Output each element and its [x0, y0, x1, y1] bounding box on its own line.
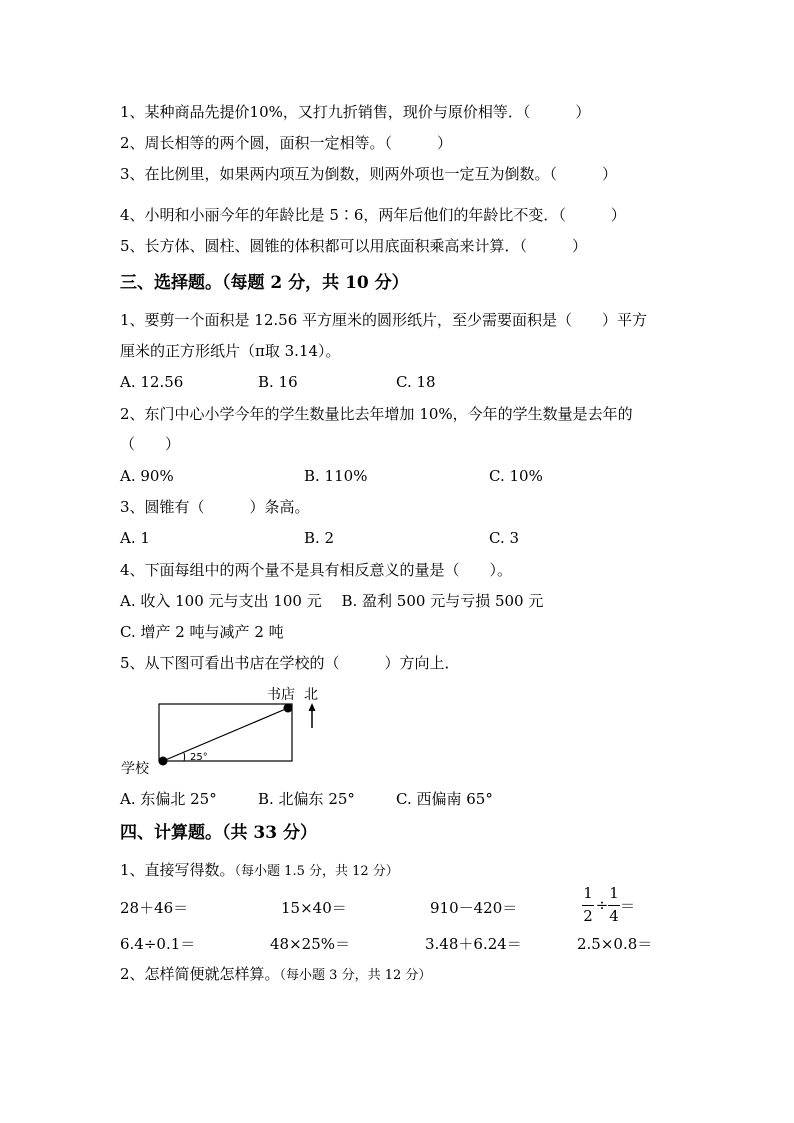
judge-question-3: 3、在比例里，如果两内项互为倒数，则两外项也一定互为倒数。（ ）	[120, 165, 618, 183]
fraction-1-numerator: 1	[583, 884, 593, 902]
choice-q3-option-c: C. 3	[489, 529, 520, 547]
store-dot	[284, 704, 293, 713]
direction-diagram	[115, 682, 335, 780]
choice-q1-option-a: A. 12.56	[120, 373, 184, 391]
calc-item-8: 2.5×0.8＝	[577, 935, 653, 953]
choice-q5-option-b: B. 北偏东 25°	[258, 790, 355, 808]
calc-item-7: 3.48＋6.24＝	[425, 935, 522, 953]
choice-q1-option-c: C. 18	[396, 373, 436, 391]
calc-q2-title: 2、怎样简便就怎样算。	[120, 965, 280, 983]
fraction-1-denominator: 2	[583, 907, 593, 925]
diagram-diagonal-line	[163, 708, 288, 761]
fraction-2-bar	[608, 905, 620, 906]
judge-question-4: 4、小明和小丽今年的年龄比是 5∶6，两年后他们的年龄比不变．（ ）	[120, 206, 626, 224]
choice-q4-options-ab: A. 收入 100 元与支出 100 元 B. 盈利 500 元与亏损 500 元	[120, 592, 544, 610]
choice-q2-option-b: B. 110%	[304, 467, 368, 485]
choice-q2-line2: （ ）	[120, 435, 181, 453]
calc-item-5: 6.4÷0.1＝	[120, 935, 196, 953]
judge-question-1: 1、某种商品先提价10%，又打九折销售，现价与原价相等．（ ）	[120, 103, 591, 121]
school-label: 学校	[121, 761, 149, 777]
choice-q1-line1: 1、要剪一个面积是 12.56 平方厘米的圆形纸片，至少需要面积是（ ）平方	[120, 311, 648, 329]
angle-arc	[184, 753, 185, 761]
calc-q2-line	[120, 964, 431, 986]
fraction-1-bar	[582, 905, 594, 906]
choice-q3-option-a: A. 1	[120, 529, 150, 547]
calc-q1-note: （每小题 1.5 分，共 12 分）	[234, 864, 399, 879]
calc-item-1: 28＋46＝	[120, 899, 189, 917]
calc-item-2: 15×40＝	[281, 899, 347, 917]
calc-item-3: 910－420＝	[430, 899, 518, 917]
judge-question-5: 5、长方体、圆柱、圆锥的体积都可以用底面积乘高来计算．（ ）	[120, 237, 588, 255]
fraction-equals: ＝	[620, 897, 636, 915]
division-sign: ÷	[595, 896, 609, 914]
choice-q5-option-c: C. 西偏南 65°	[396, 790, 493, 808]
calc-q1-line	[120, 860, 399, 882]
choice-q3-option-b: B. 2	[304, 529, 335, 547]
choice-q3-line: 3、圆锥有（ ）条高。	[120, 498, 310, 516]
choice-q5-line: 5、从下图可看出书店在学校的（ ）方向上．	[120, 654, 460, 672]
choice-q1-option-b: B. 16	[258, 373, 298, 391]
calc-item-6: 48×25%＝	[270, 935, 350, 953]
calc-q1-title: 1、直接写得数。	[120, 861, 235, 879]
fraction-2-denominator: 4	[609, 907, 619, 925]
choice-q2-option-c: C. 10%	[489, 467, 543, 485]
north-label: 北	[304, 687, 318, 703]
angle-label: 25°	[190, 752, 208, 763]
store-label: 书店	[267, 687, 295, 703]
choice-q2-line1: 2、东门中心小学今年的学生数量比去年增加 10%，今年的学生数量是去年的	[120, 405, 633, 423]
diagram-rectangle	[159, 704, 292, 761]
fraction-2-numerator: 1	[609, 884, 619, 902]
judge-question-2: 2、周长相等的两个圆，面积一定相等。（ ）	[120, 134, 453, 152]
calc-q2-note: （每小题 3 分，共 12 分）	[279, 968, 432, 983]
choice-q5-option-a: A. 东偏北 25°	[120, 790, 217, 808]
section3-heading: 三、选择题。（每题 2 分，共 10 分）	[120, 273, 409, 293]
choice-q2-option-a: A. 90%	[120, 467, 174, 485]
choice-q4-option-c: C. 增产 2 吨与减产 2 吨	[120, 623, 284, 641]
choice-q4-line: 4、下面每组中的两个量不是具有相反意义的量是（ ）。	[120, 561, 513, 579]
school-dot	[159, 757, 168, 766]
north-arrowhead-icon	[309, 703, 316, 711]
choice-q1-line2: 厘米的正方形纸片（π取 3.14）。	[120, 342, 341, 360]
section4-heading: 四、计算题。（共 33 分）	[120, 823, 317, 843]
